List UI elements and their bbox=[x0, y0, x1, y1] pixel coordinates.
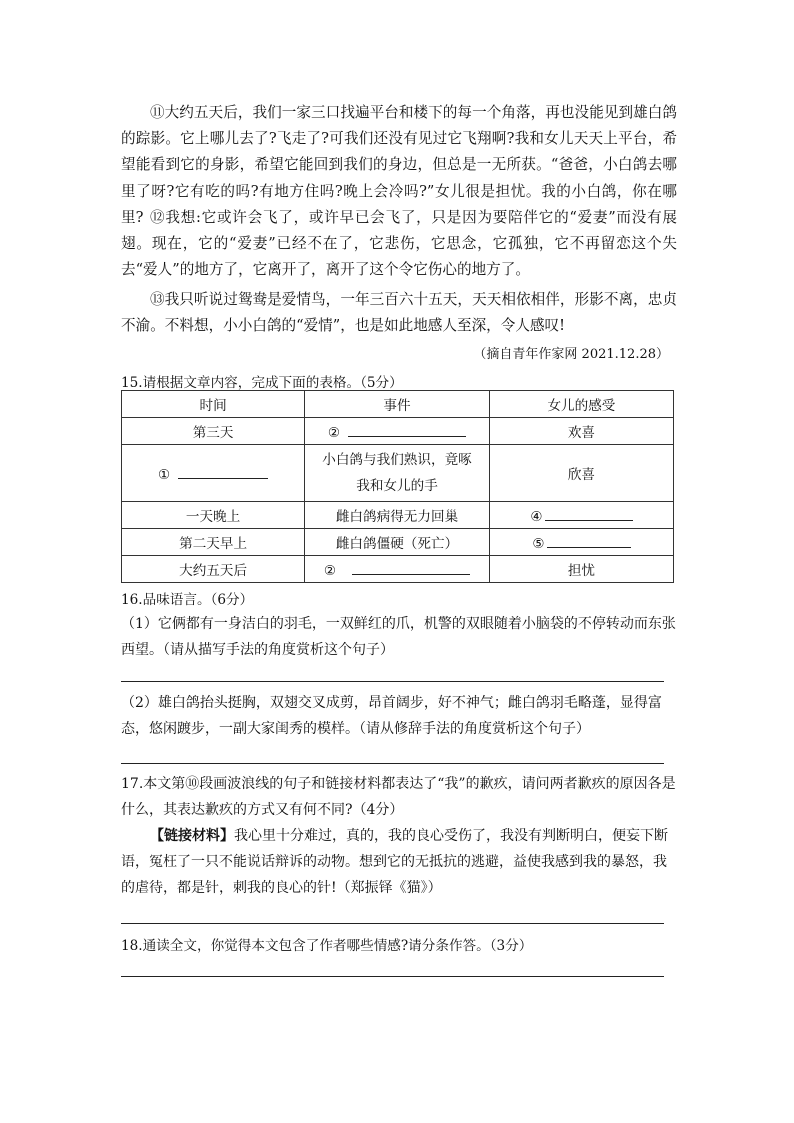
table-cell-event[interactable] bbox=[305, 418, 490, 445]
table-cell-event-text: 小白鸽与我们熟识，竟啄我和女儿的手 bbox=[322, 452, 472, 494]
source-citation: （摘自青年作家网 2021.12.28） bbox=[473, 347, 669, 362]
paragraph-13: ⑬我只听说过鸳鸯是爱情鸟，一年三百六十五天，天天相依相伴，形影不离，忠贞不渝。不料想，小小白鸽的“爱情”，也是如此地感人至深，令人感叹! bbox=[121, 291, 677, 335]
paragraph-11: ⑪大约五天后，我们一家三口找遍平台和楼下的每一个角落，再也没能见到雄白鸽的踪影。它上哪儿去了?飞走了?可我们还没有见过它飞翔啊?我和女儿天天上平台，希望能看到它的身影，希望它能回到我们的身边，但总是一无所获。“爸爸，小白鸽去哪里了呀?它有吃的吗?有地方住吗?晚上会冷吗?”女儿很是担忧。我的小白鸽，你在哪里? bbox=[121, 104, 677, 226]
question-15-table bbox=[121, 390, 674, 583]
table-cell-feeling: 欣喜 bbox=[489, 445, 673, 502]
table-cell-event: 雌白鸽病得无力回巢 bbox=[305, 502, 490, 529]
table-header-time: 时间 bbox=[122, 391, 305, 418]
question-15-prompt: 15.请根据文章内容，完成下面的表格。（5分） bbox=[121, 375, 403, 391]
question-16-prompt: 16.品味语言。（6分） bbox=[121, 592, 254, 608]
answer-blank[interactable] bbox=[352, 560, 470, 575]
table-cell-feeling-marker: ⑤ bbox=[532, 535, 545, 552]
table-cell-event-marker: ② bbox=[323, 562, 337, 579]
table-cell-time-marker: ① bbox=[158, 466, 171, 483]
answer-blank[interactable] bbox=[547, 533, 631, 548]
linked-material-text: 我心里十分难过，真的，我的良心受伤了，我没有判断明白，便妄下断语，冤枉了一只不能说话辩诉的动物。想到它的无抵抗的逃避，益使我感到我的暴怒，我的虐待，都是针，刺我的良心的针!（郑振铎《猫》） bbox=[121, 828, 668, 897]
table-cell-time: 一天晚上 bbox=[122, 502, 305, 529]
table-cell-feeling: 欢喜 bbox=[489, 418, 673, 445]
table-row bbox=[122, 556, 674, 583]
table-cell-feeling[interactable] bbox=[489, 502, 673, 529]
question-16-sub1: （1）它俩都有一身洁白的羽毛，一双鲜红的爪，机警的双眼随着小脑袋的不停转动而东张西望。（请从描写手法的角度赏析这个句子） bbox=[121, 616, 676, 659]
answer-blank[interactable] bbox=[348, 422, 466, 437]
table-cell-event bbox=[305, 445, 490, 502]
table-cell-feeling[interactable] bbox=[489, 529, 673, 556]
paragraph-12: ⑫我想:它或许会飞了，或许早已会飞了，只是因为要陪伴它的“爱妻”而没有展翅。现在，它的“爱妻”已经不在了，它悲伤，它思念，它孤独，它不再留恋这个失去“爱人”的地方了，它离开了，离开了这个令它伤心的地方了。 bbox=[121, 209, 677, 279]
table-header-feeling: 女儿的感受 bbox=[489, 391, 673, 418]
linked-material bbox=[121, 823, 677, 902]
answer-blank[interactable] bbox=[545, 506, 633, 521]
table-cell-time: 第三天 bbox=[122, 418, 305, 445]
table-row bbox=[122, 445, 674, 502]
answer-line-18[interactable] bbox=[121, 976, 664, 977]
table-cell-time[interactable] bbox=[122, 445, 305, 502]
table-cell-feeling: 担忧 bbox=[489, 556, 673, 583]
table-cell-event[interactable] bbox=[305, 556, 490, 583]
question-17-prompt: 17.本文第⑩段画波浪线的句子和链接材料都表达了“我”的歉疚，请问两者歉疚的原因各是什么，其表达歉疚的方式又有何不同?（4分） bbox=[121, 776, 676, 819]
table-cell-feeling-marker: ④ bbox=[530, 508, 543, 525]
question-18-prompt: 18.通读全文，你觉得本文包含了作者哪些情感?请分条作答。（3分） bbox=[121, 938, 533, 954]
table-cell-time: 大约五天后 bbox=[122, 556, 305, 583]
answer-line-17[interactable] bbox=[121, 923, 664, 924]
table-row bbox=[122, 418, 674, 445]
table-row bbox=[122, 502, 674, 529]
table-cell-event: 雌白鸽僵硬（死亡） bbox=[305, 529, 490, 556]
answer-line-16-1[interactable] bbox=[121, 681, 664, 682]
answer-line-16-2[interactable] bbox=[121, 763, 664, 764]
table-header-row bbox=[122, 391, 674, 418]
table-cell-time: 第二天早上 bbox=[122, 529, 305, 556]
table-cell-event-marker: ② bbox=[327, 424, 341, 441]
answer-blank[interactable] bbox=[178, 464, 268, 479]
table-row bbox=[122, 529, 674, 556]
table-header-event: 事件 bbox=[305, 391, 490, 418]
linked-material-label: 【链接材料】 bbox=[150, 828, 234, 844]
question-16-sub2: （2）雄白鸽抬头挺胸，双翅交叉成剪，昂首阔步，好不神气；雌白鸽羽毛略蓬，显得富态，悠闲踱步，一副大家闺秀的模样。（请从修辞手法的角度赏析这个句子） bbox=[121, 695, 662, 738]
